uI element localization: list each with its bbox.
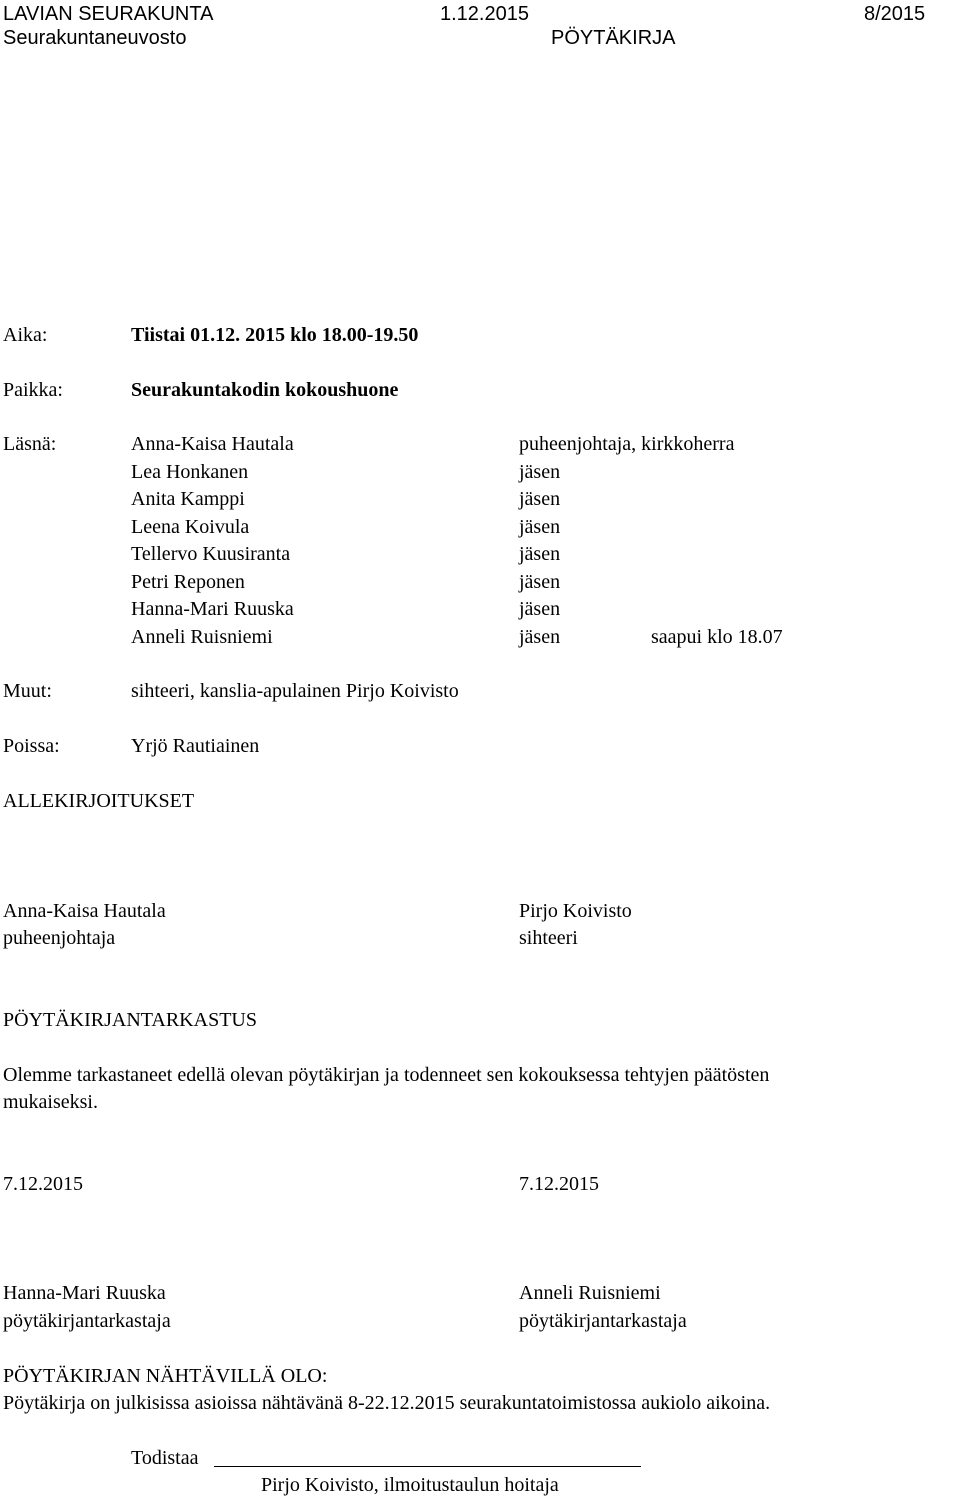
present-role: puheenjohtaja, kirkkoherra — [519, 433, 735, 455]
review-heading: PÖYTÄKIRJANTARKASTUS — [3, 1009, 257, 1031]
signature-right-role: sihteeri — [519, 927, 578, 949]
signature-left-role: puheenjohtaja — [3, 927, 116, 949]
others-label: Muut: — [3, 680, 52, 702]
present-name: Anneli Ruisniemi — [131, 626, 273, 648]
present-name: Tellervo Kuusiranta — [131, 543, 291, 565]
certify-signature-line — [214, 1466, 641, 1467]
review-text-line2: mukaiseksi. — [3, 1091, 98, 1113]
present-role: jäsen — [519, 543, 561, 565]
header-page: 8/2015 — [864, 3, 926, 25]
present-role: jäsen — [519, 461, 561, 483]
review-left-name: Hanna-Mari Ruuska — [3, 1282, 166, 1304]
review-right-role: pöytäkirjantarkastaja — [519, 1310, 687, 1332]
time-value: Tiistai 01.12. 2015 klo 18.00-19.50 — [131, 324, 419, 346]
present-name: Hanna-Mari Ruuska — [131, 598, 294, 620]
present-role: jäsen — [519, 598, 561, 620]
review-left-role: pöytäkirjantarkastaja — [3, 1310, 171, 1332]
present-role: jäsen — [519, 626, 561, 648]
place-value: Seurakuntakodin kokoushuone — [131, 379, 399, 401]
header-org: LAVIAN SEURAKUNTA — [3, 3, 214, 25]
time-label: Aika: — [3, 324, 48, 346]
place-label: Paikka: — [3, 379, 63, 401]
present-role: jäsen — [519, 571, 561, 593]
review-right-name: Anneli Ruisniemi — [519, 1282, 661, 1304]
present-role: jäsen — [519, 488, 561, 510]
others-value: sihteeri, kanslia-apulainen Pirjo Koivisto — [131, 680, 459, 702]
absent-value: Yrjö Rautiainen — [131, 735, 260, 757]
header-doc-type: PÖYTÄKIRJA — [551, 27, 676, 49]
review-text-line1: Olemme tarkastaneet edellä olevan pöytäkirjan ja todenneet sen kokouksessa tehtyjen päätösten — [3, 1064, 770, 1086]
signatures-heading: ALLEKIRJOITUKSET — [3, 790, 195, 812]
certify-label: Todistaa — [131, 1447, 199, 1469]
present-label: Läsnä: — [3, 433, 57, 455]
present-name: Anita Kamppi — [131, 488, 245, 510]
display-heading: PÖYTÄKIRJAN NÄHTÄVILLÄ OLO: — [3, 1365, 328, 1387]
present-role: jäsen — [519, 516, 561, 538]
present-name: Anna-Kaisa Hautala — [131, 433, 294, 455]
present-name: Petri Reponen — [131, 571, 245, 593]
header-date: 1.12.2015 — [440, 3, 529, 25]
certifier-name: Pirjo Koivisto, ilmoitustaulun hoitaja — [261, 1474, 559, 1496]
review-left-date: 7.12.2015 — [3, 1173, 83, 1195]
signature-right-name: Pirjo Koivisto — [519, 900, 632, 922]
absent-label: Poissa: — [3, 735, 60, 757]
present-name: Lea Honkanen — [131, 461, 249, 483]
header-body: Seurakuntaneuvosto — [3, 27, 187, 49]
display-text: Pöytäkirja on julkisissa asioissa nähtävänä 8-22.12.2015 seurakuntatoimistossa aukiolo aikoina. — [3, 1392, 771, 1414]
present-name: Leena Koivula — [131, 516, 250, 538]
review-right-date: 7.12.2015 — [519, 1173, 599, 1195]
present-note: saapui klo 18.07 — [651, 626, 783, 648]
signature-left-name: Anna-Kaisa Hautala — [3, 900, 166, 922]
